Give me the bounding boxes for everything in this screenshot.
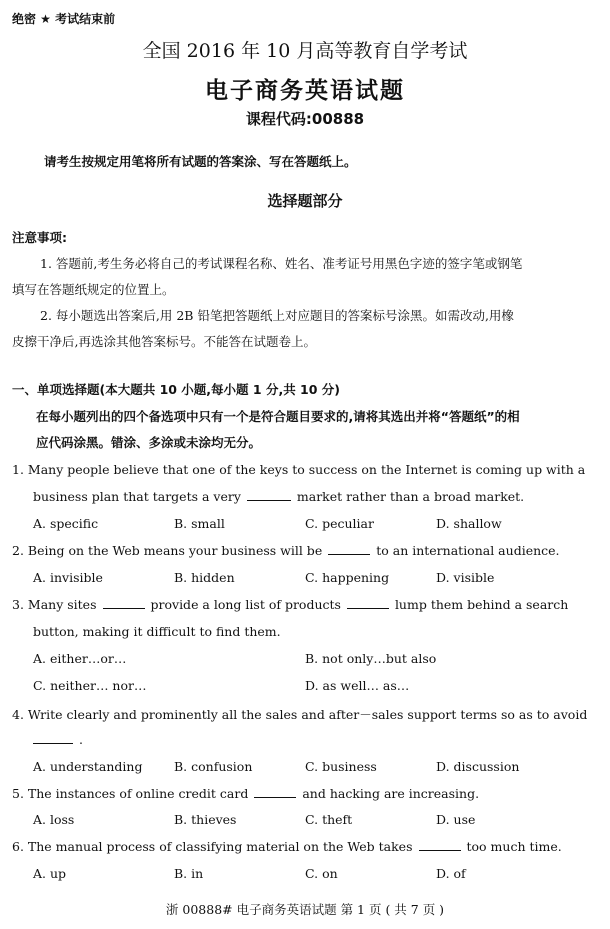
q2-text-a: 2. Being on the Web means your business will be	[12, 543, 323, 558]
intro-instruction: 请考生按规定用笔将所有试题的答案涂、写在答题纸上。	[44, 154, 357, 169]
q6-option-b: B. in	[174, 866, 204, 881]
page-footer: 浙 00888# 电子商务英语试题 第 1 页 ( 共 7 页 )	[165, 902, 445, 917]
q3-option-a: A. either…or…	[33, 651, 127, 666]
q4-option-d: D. discussion	[436, 759, 520, 774]
q3-text-c: lump them behind a search	[394, 597, 569, 612]
notice-item1-line2: 填写在答题纸规定的位置上。	[12, 282, 175, 297]
q3-option-c: C. neither… nor…	[33, 678, 147, 693]
course-code: 课程代码:00888	[245, 110, 365, 128]
confidential-label: 绝密 ★ 考试结束前	[12, 12, 116, 26]
subject-title: 电子商务英语试题	[205, 78, 405, 104]
notice-item2-line2: 皮擦干净后,再选涂其他答案标号。不能答在试题卷上。	[12, 334, 316, 349]
q5-option-d: D. use	[436, 812, 476, 827]
part1-instruction-line1: 在每小题列出的四个备选项中只有一个是符合题目要求的,请将其选出并将“答题纸”的相	[36, 409, 520, 424]
q3-option-d: D. as well… as…	[305, 678, 410, 693]
q5-text-b: and hacking are increasing.	[302, 786, 480, 801]
q1-option-a: A. specific	[33, 516, 99, 531]
section-title: 选择题部分	[267, 192, 343, 210]
q1-line2	[33, 489, 524, 504]
q5-option-c: C. theft	[305, 812, 353, 827]
answer-blank	[419, 840, 461, 851]
answer-blank	[103, 598, 145, 609]
q2-option-b: B. hidden	[174, 570, 235, 585]
q3-text-b: provide a long list of products	[150, 597, 341, 612]
q2-stem	[12, 543, 560, 558]
q6-stem	[12, 839, 562, 854]
q1-line1: 1. Many people believe that one of the keys to success on the Internet is coming up with a	[12, 462, 586, 477]
q1-option-c: C. peculiar	[305, 516, 374, 531]
q4-option-c: C. business	[305, 759, 377, 774]
q2-option-d: D. visible	[436, 570, 495, 585]
q3-stem	[12, 597, 568, 612]
q4-line1: 4. Write clearly and prominently all the sales and after－sales support terms so as to avoid	[12, 707, 588, 722]
q6-text-b: too much time.	[466, 839, 562, 854]
q1-text-b: market rather than a broad market.	[296, 489, 525, 504]
q6-option-a: A. up	[33, 866, 67, 881]
notice-item2-line1: 2. 每小题选出答案后,用 2B 铅笔把答题纸上对应题目的答案标号涂黑。如需改动,用橡	[40, 308, 514, 323]
answer-blank	[33, 733, 73, 744]
part1-instruction-line2: 应代码涂黑。错涂、多涂或未涂均无分。	[36, 435, 262, 450]
q4-option-b: B. confusion	[174, 759, 253, 774]
q3-text-a: 3. Many sites	[12, 597, 97, 612]
answer-blank	[254, 787, 296, 798]
q1-option-d: D. shallow	[436, 516, 502, 531]
q3-option-b: B. not only…but also	[305, 651, 437, 666]
part1-title: 一、单项选择题(本大题共 10 小题,每小题 1 分,共 10 分)	[12, 382, 341, 397]
q2-option-a: A. invisible	[33, 570, 103, 585]
q5-option-b: B. thieves	[174, 812, 237, 827]
notice-item1-line1: 1. 答题前,考生务必将自己的考试课程名称、姓名、准考证号用黑色字迹的签字笔或钢笔	[40, 256, 523, 271]
q4-option-a: A. understanding	[33, 759, 143, 774]
q5-text-a: 5. The instances of online credit card	[12, 786, 249, 801]
q2-option-c: C. happening	[305, 570, 390, 585]
answer-blank	[347, 598, 389, 609]
q6-option-d: D. of	[436, 866, 466, 881]
q5-stem	[12, 786, 479, 801]
q1-text-a: business plan that targets a very	[33, 489, 241, 504]
q6-text-a: 6. The manual process of classifying material on the Web takes	[12, 839, 413, 854]
q2-text-b: to an international audience.	[376, 543, 560, 558]
q5-option-a: A. loss	[33, 812, 75, 827]
notice-title: 注意事项:	[12, 230, 67, 245]
q1-option-b: B. small	[174, 516, 225, 531]
exam-title: 全国 2016 年 10 月高等教育自学考试	[142, 40, 468, 62]
answer-blank	[328, 544, 370, 555]
answer-blank	[247, 490, 291, 501]
q4-line2: .	[33, 732, 83, 747]
q3-line2: button, making it difficult to find them.	[33, 624, 281, 639]
q6-option-c: C. on	[305, 866, 338, 881]
